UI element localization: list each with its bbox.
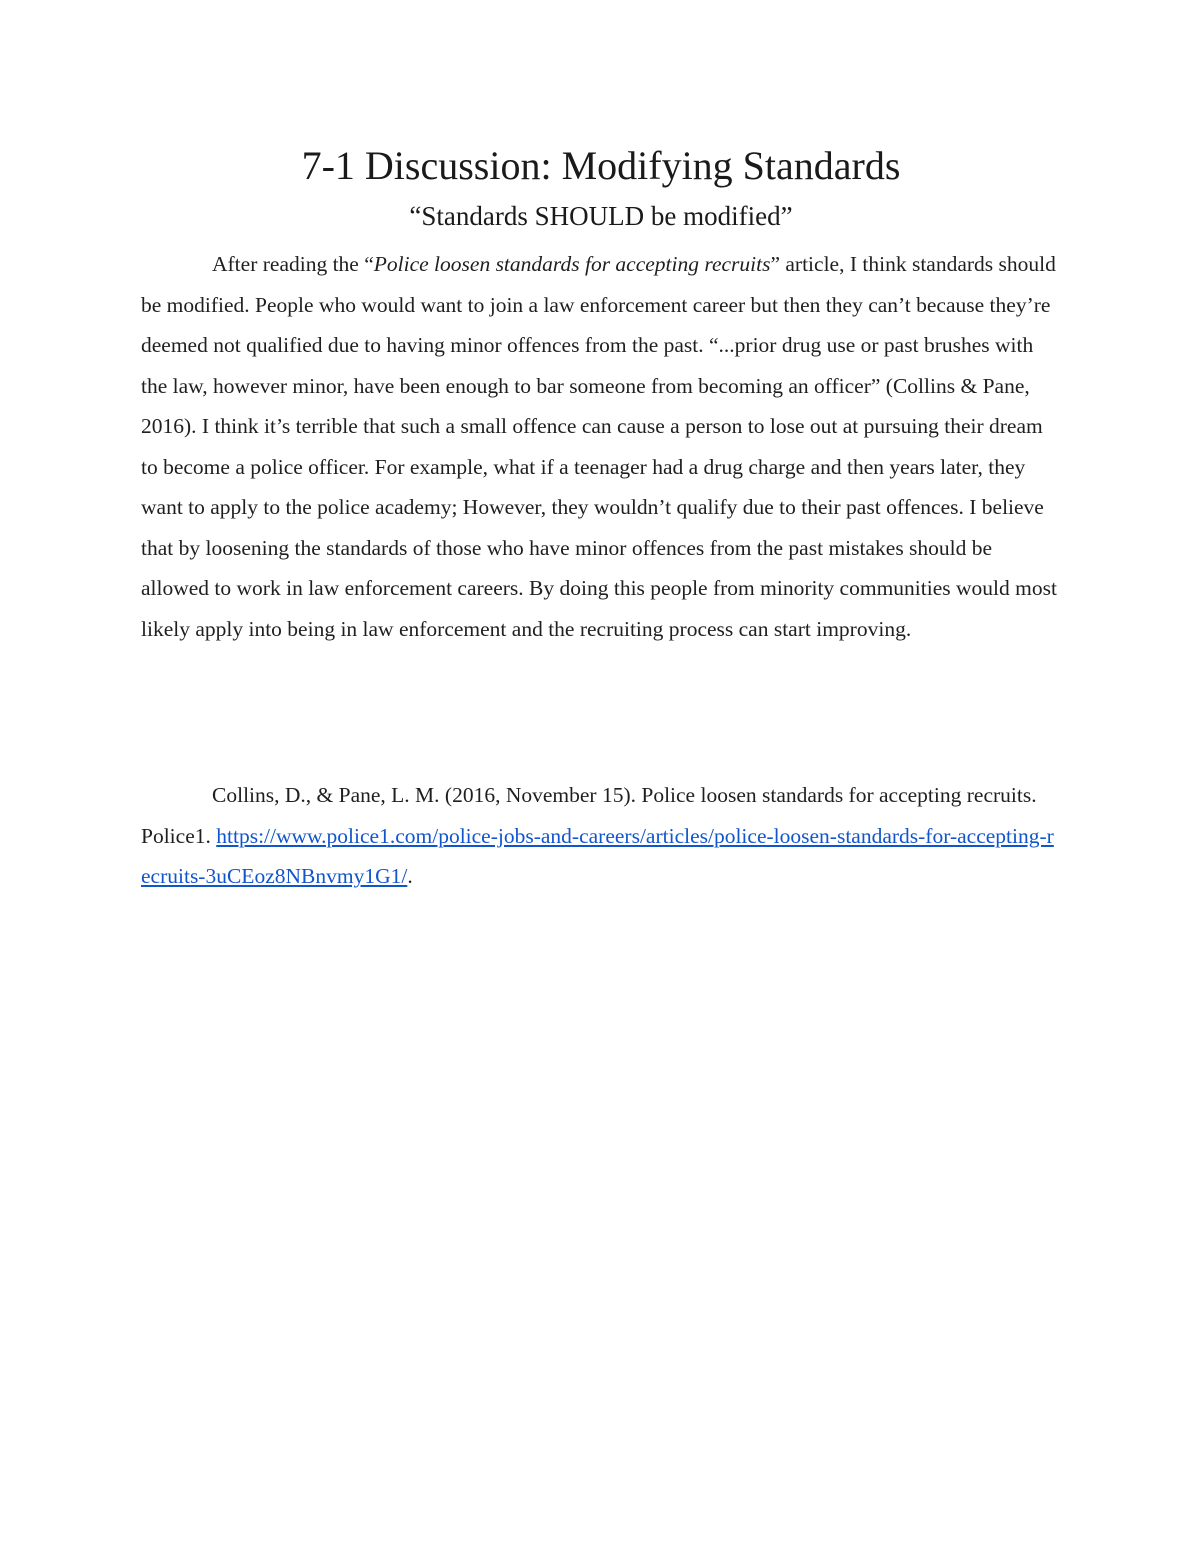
reference-link[interactable]: https://www.police1.com/police-jobs-and-careers/articles/police-loosen-standards-for-accepting-recruits-3uCEoz8NBnvmy1G1/ [141,823,1054,888]
reference-text: Collins, D., & Pane, L. M. (2016, November 15). Police loosen standards for accepting recruits. Police1. [141,783,1037,848]
article-title: Police loosen standards for accepting recruits [373,252,771,276]
paragraph-body: ” article, I think standards should be modified. People who would want to join a law enforcement career but then they can’t because they’re deemed not qualified due to having minor offences from the past. “...prior drug use or past brushes with the law, however minor, have been enough to bar someone from becoming an officer” (Collins & Pane, 2016). I think it’s terrible that such a small offence can cause a person to lose out at pursuing their dream to become a police officer. For example, what if a teenager had a drug charge and then years later, they want to apply to the police academy; However, they wouldn’t qualify due to their past offences. I believe that by loosening the standards of those who have minor offences from the past mistakes should be allowed to work in law enforcement careers. By doing this people from minority communities would most likely apply into being in law enforcement and the recruiting process can start improving. [141,252,1057,641]
body-paragraph [141,244,1061,649]
document-content [141,140,1061,897]
paragraph-intro: After reading the “ [212,252,374,276]
page-title: 7-1 Discussion: Modifying Standards [301,143,901,188]
reference-trailing: . [407,864,413,888]
page-subtitle: “Standards SHOULD be modified” [409,201,793,231]
reference-entry [141,775,1061,897]
